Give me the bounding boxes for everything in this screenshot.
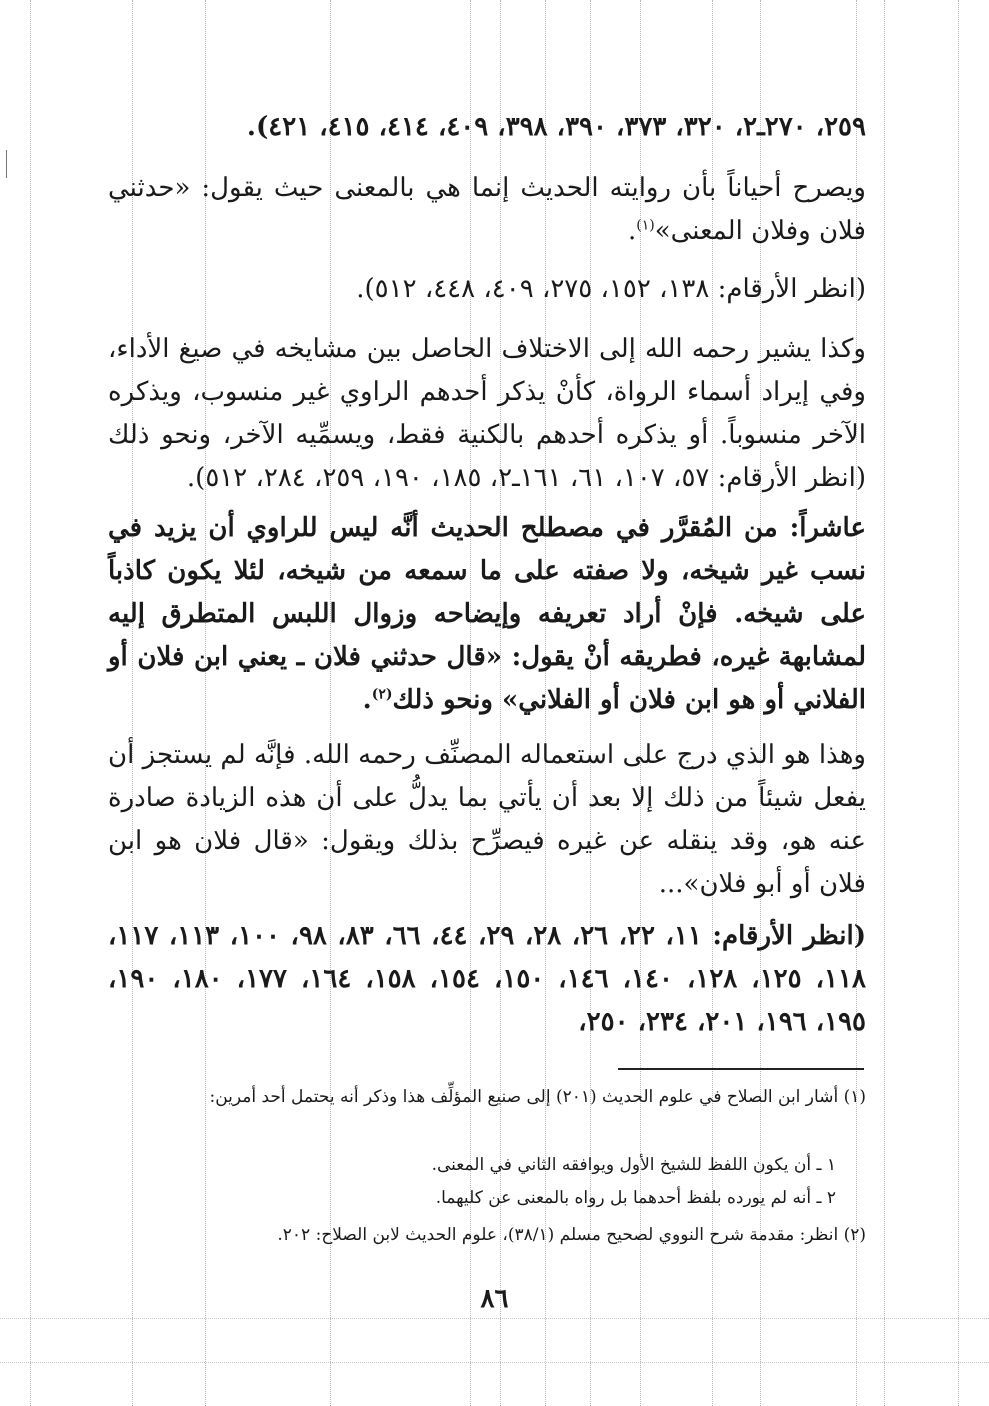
paragraph-differences-among-teachers: وكذا يشير رحمه الله إلى الاختلاف الحاصل بين مشايخه في صيغ الأداء، وفي إيراد أسماء الرواة، كأنْ يذكر أحدهم الراوي غير منسوب، ويذكره الآخر منسوباً. أو يذكره أحدهم بالكنية فقط، ويسمِّيه الآخر، ونحو ذلك (انظر الأرقام: ٥٧، ١٠٧، ٦١، ١٦١ـ٢، ١٨٥، ١٩٠، ٢٥٩، ٢٨٤، ٥١٢). [108,334,866,493]
paragraph-tenth-point [108,507,866,722]
paragraph-end: . [362,685,372,715]
scan-artifact-line [0,1362,989,1363]
footnote-1: (١) أشار ابن الصلاح في علوم الحديث (٢٠١) إلى صنيع المؤلِّف هذا وذكر أنه يحتمل أحد أمرين: [209,1087,866,1107]
footnote-1-item-1: ١ ـ أن يكون اللفظ للشيخ الأول ويوافقه الثاني في المعنى. [431,1155,836,1175]
scan-artifact-line [958,0,959,1406]
paragraph-see-numbers-list: (انظر الأرقام: ١١، ٢٢، ٢٦، ٢٨، ٢٩، ٤٤، ٦٦، ٨٣، ٩٨، ١٠٠، ١١٣، ١١٧، ١١٨، ١٢٥، ١٢٨، ١٤٠، ١٤٦، ١٥٠، ١٥٤، ١٥٨، ١٦٤، ١٧٧، ١٨٠، ١٩٠، ١٩٥، ١٩٦، ٢٠١، ٢٣٤، ٢٥٠، [108,921,867,1037]
paragraph-text: ويصرح أحياناً بأن روايته الحديث إنما هي بالمعنى حيث يقول: «حدثني فلان وفلان المعنى» [108,173,866,246]
footnote-ref-2: (٢) [371,686,393,703]
scan-artifact-line [0,1318,989,1319]
paragraph-see-numbers: (انظر الأرقام: ١٣٨، ١٥٢، ٢٧٥، ٤٠٩، ٤٤٨، ٥١٢). [356,274,866,304]
paragraph-end: . [627,216,637,246]
page-number: ٨٦ [480,1284,509,1314]
paragraph-number-list: ٢٥٩، ٢٧٠ـ٢، ٣٢٠، ٣٧٣، ٣٩٠، ٣٩٨، ٤٠٩، ٤١٤، ٤١٥، ٤٢١). [246,112,866,142]
paragraph-narration-by-meaning [108,167,866,253]
footnote-separator [618,1068,864,1070]
footnote-1-item-2: ٢ ـ أنه لم يورده بلفظ أحدهما بل رواه بالمعنى عن كليهما. [435,1188,836,1208]
scan-artifact-line [884,0,885,1406]
paragraph-author-practice: وهذا هو الذي درج على استعماله المصنِّف رحمه الله. فإنَّه لم يستجز أن يفعل شيئاً من ذلك إلا بعد أن يأتي بما يدلُّ على أن هذه الزيادة صادرة عنه هو، وقد ينقله عن غيره فيصرِّح بذلك ويقول: «قال فلان هو ابن فلان أو أبو فلان»... [108,740,866,899]
scan-artifact-line [30,0,31,1406]
paragraph-text: عاشراً: من المُقرَّر في مصطلح الحديث أنَّه ليس للراوي أن يزيد في نسب غير شيخه، ولا صفته على ما سمعه من شيخه، لئلا يكون كاذباً على شيخه. فإنْ أراد تعريفه وإيضاحه وزوال اللبس المتطرق إليه لمشابهة غيره، فطريقه أنْ يقول: «قال حدثني فلان ـ يعني ابن فلان أو الفلاني أو هو ابن فلان أو الفلاني» ونحو ذلك [108,513,866,715]
scan-margin-mark [6,150,7,178]
footnote-2: (٢) انظر: مقدمة شرح النووي لصحيح مسلم (٣٨/١)، علوم الحديث لابن الصلاح: ٢٠٢. [277,1225,866,1245]
footnote-ref-1: (١) [636,217,655,234]
